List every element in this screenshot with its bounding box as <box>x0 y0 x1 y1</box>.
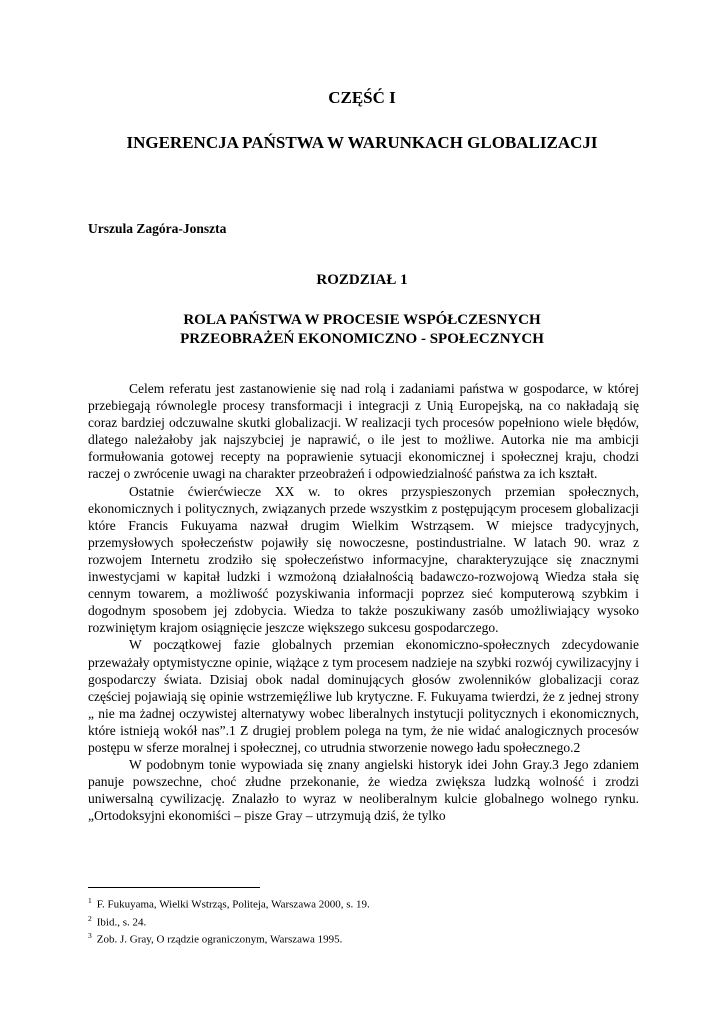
footnote-text: Ibid., s. 24. <box>96 916 147 929</box>
paragraph-4: W podobnym tonie wypowiada się znany angielski historyk idei John Gray.3 Jego zdaniem panuje powszechne, choć złudne przekonanie, że wiedza zwiększa ludzką wolność i zrodzi uniwersalną cywilizację. Znalazło to wyraz w neoliberalnym kulcie globalnego wolnego rynku. „Ortodoksyjni ekonomiści – pisze Gray – utrzymują dziś, że tylko <box>88 757 639 824</box>
footnote <box>88 894 639 912</box>
footnotes <box>88 894 639 947</box>
footnote-number: 3 <box>88 931 92 941</box>
chapter-title <box>88 311 636 349</box>
main-title: INGERENCJA PAŃSTWA W WARUNKACH GLOBALIZACJI <box>126 133 598 152</box>
chapter-title-line-2: PRZEOBRAŻEŃ EKONOMICZNO - SPOŁECZNYCH <box>180 331 544 347</box>
chapter-label: ROZDZIAŁ 1 <box>316 272 408 288</box>
paragraph-3: W początkowej fazie globalnych przemian ekonomiczno-społecznych zdecydowanie przeważały optymistyczne opinie, wiążące z tym procesem nadzieje na szybki rozwój cywilizacyjny i gospodarczy świata. Dzisiaj obok nadal dominujących głosów zwolenników globalizacji coraz częściej pojawiają się opinie wstrzemięźliwe lub krytyczne. F. Fukuyama twierdzi, że z jednej strony „ nie ma żadnej oczywistej alternatywy wobec liberalnych instytucji politycznych i ekonomicznych, które istnieją wokół nas”.1 Z drugiej problem polega na tym, że nie widać analogicznych procesów postępu w sferze moralnej i społecznej, co utrudnia stworzenie nowego ładu społecznego.2 <box>88 637 639 755</box>
chapter-title-line-1: ROLA PAŃSTWA W PROCESIE WSPÓŁCZESNYCH <box>183 312 541 328</box>
footnote-text: F. Fukuyama, Wielki Wstrząs, Politeja, Warszawa 2000, s. 19. <box>96 898 370 911</box>
part-title: CZĘŚĆ I <box>328 88 396 107</box>
footnote-separator <box>88 887 260 888</box>
footnote <box>88 929 639 947</box>
footnote-text: Zob. J. Gray, O rządzie ograniczonym, Warszawa 1995. <box>96 933 343 946</box>
paragraph-1: Celem referatu jest zastanowienie się nad rolą i zadaniami państwa w gospodarce, w której przebiegają równolegle procesy transformacji i integracji z Unią Europejską, na co nakładają się coraz bardziej odczuwalne skutki globalizacji. W realizacji tych procesów popełniono wiele błędów, dlatego należałoby jak najszybciej je naprawić, o ile jest to możliwe. Autorka nie ma ambicji formułowania gotowej recepty na poprawienie sytuacji ekonomicznej i społecznej kraju, chodzi raczej o zwrócenie uwagi na charakter przeobrażeń i odpowiedzialność państwa za ich kształt. <box>88 381 639 482</box>
footnote-number: 1 <box>88 896 92 905</box>
footnote-number: 2 <box>88 913 92 923</box>
author-name: Urszula Zagóra-Jonszta <box>88 221 227 236</box>
paragraph-2: Ostatnie ćwierćwiecze XX w. to okres przyspieszonych przemian społecznych, ekonomicznych i politycznych, związanych przede wszystkim z postępującym procesem globalizacji które Francis Fukuyama nazwał drugim Wielkim Wstrząsem. W miejsce tradycyjnych, przemysłowych społeczeństw pojawiły się nowoczesne, postindustrialne. W latach 90. wraz z rozwojem Internetu zrodziło się społeczeństwo informacyjne, charakteryzujące się znacznymi inwestycjami w kapitał ludzki i wzmożoną działalnością badawczo-rozwojową Wiedza stała się cennym towarem, a możliwość pozyskiwania informacji poprzez sieć komputerową szybkim i dogodnym sposobem jej zdobycia. Wiedza to także poszukiwany zasób umożliwiający wysoko rozwiniętym krajom osiągnięcie jeszcze większego sukcesu gospodarczego. <box>88 483 639 636</box>
footnote <box>88 912 639 930</box>
body-text <box>88 380 639 824</box>
